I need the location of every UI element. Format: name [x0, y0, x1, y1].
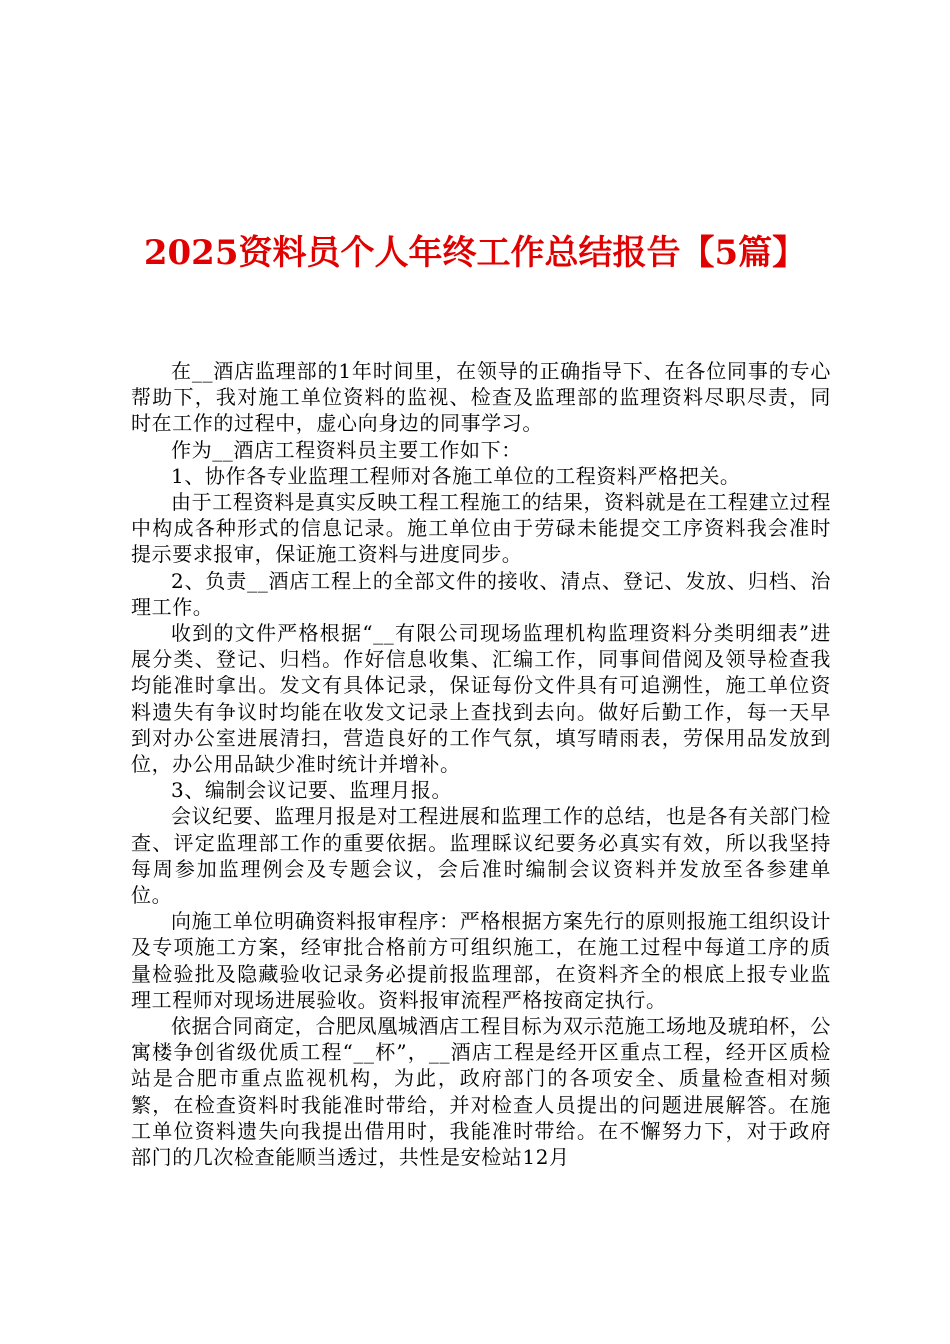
paragraph: 3、编制会议记要、监理月报。	[171, 778, 453, 803]
document-body	[131, 358, 831, 1170]
paragraph: 向施工单位明确资料报审程序：严格根据方案先行的原则报施工组织设计及专项施工方案，经审批合格前方可组织施工，在施工过程中每道工序的质量检验批及隐藏验收记录务必提前报监理部，在资料齐全的根底上报专业监理工程师对现场进展验收。资料报审流程严格按商定执行。	[131, 909, 831, 1012]
paragraph: 1、协作各专业监理工程师对各施工单位的工程资料严格把关。	[171, 463, 741, 488]
paragraph: 作为__酒店工程资料员主要工作如下：	[171, 437, 522, 462]
paragraph: 收到的文件严格根据“__有限公司现场监理机构监理资料分类明细表”进展分类、登记、归档。作好信息收集、汇编工作，同事间借阅及领导检查我均能准时拿出。发文有具体记录，保证每份文件具有可追溯性，施工单位资料遗失有争议时均能在收发文记录上查找到去向。做好后勤工作，每一天早到对办公室进展清扫，营造良好的工作气氛，填写晴雨表，劳保用品发放到位，办公用品缺少准时统计并增补。	[131, 621, 831, 777]
paragraph: 由于工程资料是真实反映工程工程施工的结果，资料就是在工程建立过程中构成各种形式的信息记录。施工单位由于劳碌未能提交工序资料我会准时提示要求报审，保证施工资料与进度同步。	[131, 490, 831, 567]
paragraph: 2、负责__酒店工程上的全部文件的接收、清点、登记、发放、归档、治理工作。	[131, 568, 831, 619]
paragraph: 会议纪要、监理月报是对工程进展和监理工作的总结，也是各有关部门检查、评定监理部工作的重要依据。监理睬议纪要务必真实有效，所以我坚持每周参加监理例会及专题会议，会后准时编制会议资料并发放至各参建单位。	[131, 804, 831, 908]
paragraph: 依据合同商定，合肥凤凰城酒店工程目标为双示范施工场地及琥珀杯，公寓楼争创省级优质工程“__杯”，__酒店工程是经开区重点工程，经开区质检站是合肥市重点监视机构，为此，政府部门的各项安全、质量检查相对频繁，在检查资料时我能准时带给，并对检查人员提出的问题进展解答。在施工单位资料遗失向我提出借用时，我能准时带给。在不懈努力下，对于政府部门的几次检查能顺当透过，共性是安检站12月	[131, 1014, 831, 1170]
document-title: 2025资料员个人年终工作总结报告【5篇】	[143, 232, 807, 273]
paragraph: 在__酒店监理部的1年时间里，在领导的正确指导下、在各位同事的专心帮助下，我对施工单位资料的监视、检查及监理部的监理资料尽职尽责，同时在工作的过程中，虚心向身边的同事学习。	[131, 359, 831, 436]
